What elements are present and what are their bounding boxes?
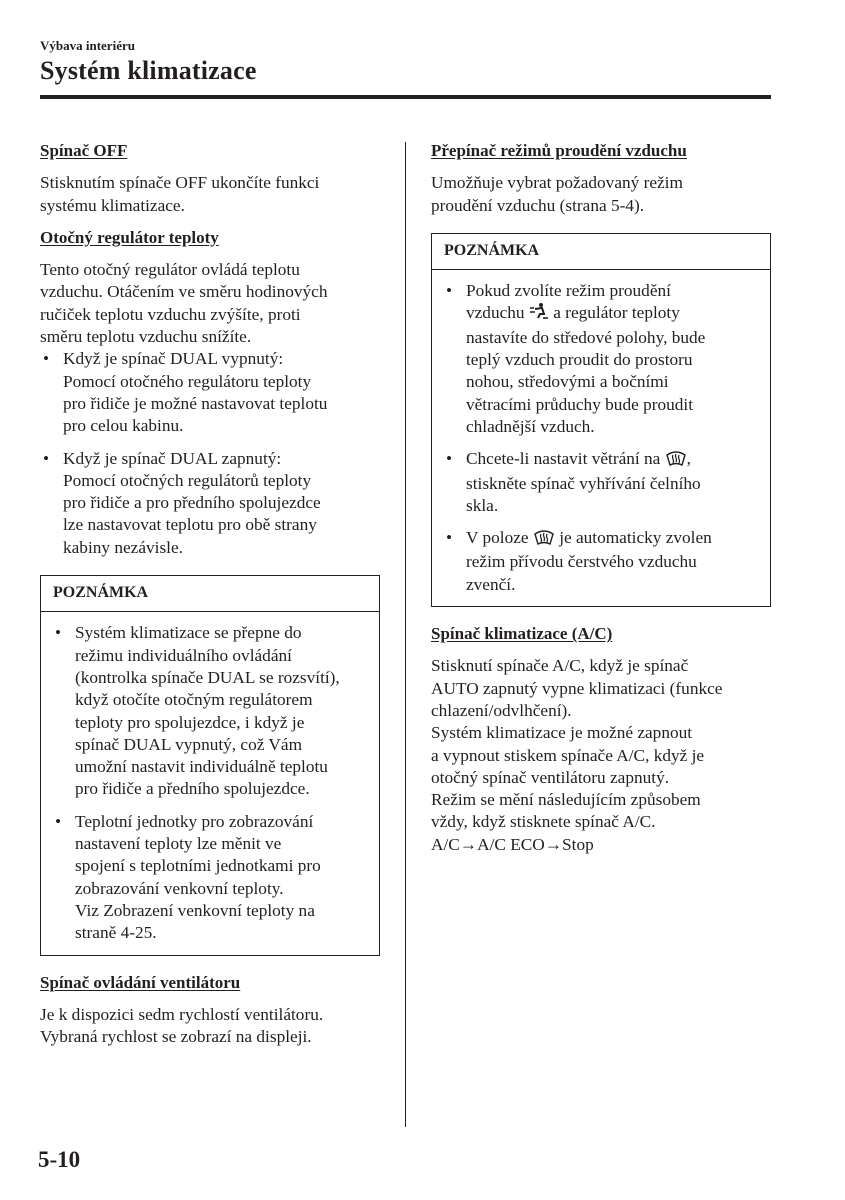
- windshield-defroster-icon: [533, 528, 555, 551]
- note-list-item: • Systém klimatizace se přepne do režimu individuálního ovládání (kontrolka spínače DUAL se rozsvítí), když otočíte otočným regulátorem teploty pro spolujezdce, i když je spínač DUAL vypnutý, což Vám umožní nastavit individuálně teplotu pro řidiče a předního spolujezdce.: [55, 623, 340, 799]
- section-heading: Otočný regulátor teploty: [40, 227, 219, 247]
- bullet-icon: •: [55, 623, 62, 643]
- right-column: [431, 140, 771, 856]
- note-title: POZNÁMKA: [432, 234, 770, 270]
- section-fan-switch: [40, 972, 380, 1049]
- column-divider: [405, 142, 406, 1127]
- breadcrumb: Výbava interiéru: [40, 38, 135, 53]
- bullet-icon: •: [43, 448, 50, 468]
- ac-mode-sequence: A/C→A/C ECO→Stop: [431, 834, 594, 854]
- note-list-item: • Pokud zvolíte režim proudění vzduchu a regulátor teploty nastavíte do středové polohy, bude teplý vzduch proudit do prostoru nohou, středovými a bočními větracími průduchy bude proudit chladnější vzduch.: [446, 281, 706, 436]
- paragraph: Stisknutím spínače OFF ukončíte funkci systému klimatizace.: [40, 173, 320, 215]
- title-rule: [40, 95, 771, 99]
- bullet-icon: •: [43, 349, 50, 369]
- page-number: 5-10: [38, 1147, 81, 1172]
- section-heading: Spínač ovládání ventilátoru: [40, 972, 241, 992]
- bullet-icon: •: [446, 281, 453, 301]
- section-temperature-dial: [40, 227, 380, 559]
- bullet-icon: •: [446, 449, 453, 469]
- note-list-item: • Chcete-li nastavit větrání na , stiskněte spínač vyhřívání čelního skla.: [446, 449, 701, 515]
- section-heading: Spínač OFF: [40, 141, 128, 160]
- list-item: • Když je spínač DUAL vypnutý: Pomocí otočného regulátoru teploty pro řidiče je možné nastavovat teplotu pro celou kabinu.: [43, 349, 328, 436]
- left-column: [40, 140, 380, 1048]
- bullet-icon: •: [55, 811, 62, 831]
- section-heading: Spínač klimatizace (A/C): [431, 624, 613, 644]
- paragraph: Umožňuje vybrat požadovaný režim proudění vzduchu (strana 5-4).: [431, 173, 683, 215]
- note-list-item: • V poloze je automaticky zvolen režim přívodu čerstvého vzduchu zvenčí.: [446, 528, 712, 594]
- section-off-switch: [40, 140, 380, 217]
- note-box: [431, 233, 771, 607]
- bullet-list: [40, 348, 380, 559]
- note-bullet-list: [53, 622, 367, 944]
- note-list-item: • Teplotní jednotky pro zobrazování nastavení teploty lze měnit ve spojení s teplotními jednotkami pro zobrazování venkovní teploty. Viz Zobrazení venkovní teploty na straně 4-25.: [55, 811, 321, 943]
- paragraph: Stisknutí spínače A/C, když je spínač AUTO zapnutý vypne klimatizaci (funkce chlazení/odvlhčení). Systém klimatizace je možné zapnout a vypnout stiskem spínače A/C, když je otočný spínač ventilátoru zapnutý. Režim se mění následujícím způsobem vždy, když stisknete spínač A/C. A/C→A/C ECO→Stop: [431, 655, 771, 856]
- note-title: POZNÁMKA: [41, 576, 379, 612]
- paragraph: Tento otočný regulátor ovládá teplotu vzduchu. Otáčením ve směru hodinových ručiček teplotu vzduchu zvýšíte, proti směru teplotu vzduchu snížíte.: [40, 260, 328, 347]
- list-item: • Když je spínač DUAL zapnutý: Pomocí otočných regulátorů teploty pro řidiče a pro předního spolujezdce lze nastavovat teplotu pro obě strany kabiny nezávisle.: [43, 448, 321, 557]
- bullet-icon: •: [446, 528, 453, 548]
- note-box: [40, 575, 380, 955]
- section-heading: Přepínač režimů proudění vzduchu: [431, 141, 687, 160]
- note-bullet-list: [444, 280, 758, 596]
- page-title: Systém klimatizace: [40, 56, 257, 85]
- section-ac-switch: [431, 623, 771, 856]
- section-airflow-mode: [431, 140, 771, 217]
- floor-face-airflow-icon: [529, 302, 549, 326]
- windshield-defroster-icon: [665, 449, 687, 472]
- paragraph: Je k dispozici sedm rychlostí ventilátoru. Vybraná rychlost se zobrazí na displeji.: [40, 1004, 324, 1047]
